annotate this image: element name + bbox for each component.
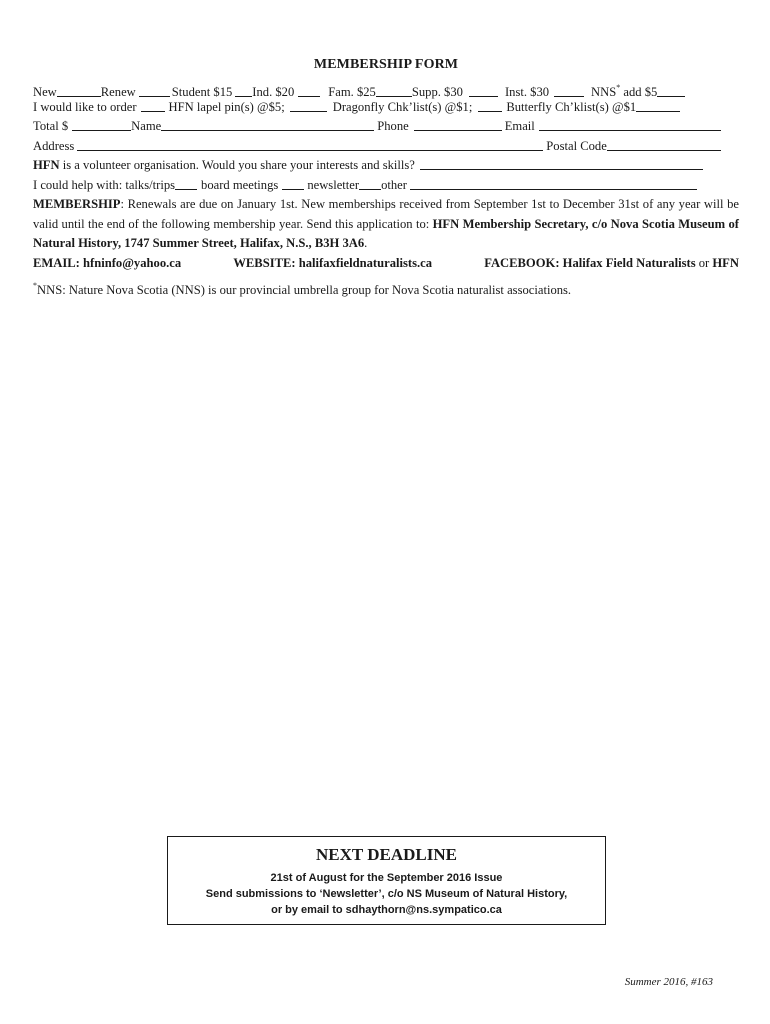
ind-blank[interactable] [298, 84, 320, 97]
address-field[interactable] [77, 138, 543, 151]
dragonfly-blank[interactable] [290, 99, 327, 112]
footnote-label: NNS [37, 283, 63, 297]
new-blank[interactable] [57, 84, 101, 97]
facebook-hfn: HFN [712, 255, 739, 270]
lapel-pin-blank[interactable] [141, 99, 165, 112]
newsletter-blank[interactable] [359, 177, 381, 190]
facebook-contact[interactable] [484, 254, 739, 274]
order-label: I would like to order [33, 99, 137, 114]
deadline-title: NEXT DEADLINE [316, 845, 457, 864]
facebook-or: or [695, 255, 713, 270]
other-field[interactable] [410, 177, 697, 190]
butterfly-blank[interactable] [478, 99, 502, 112]
contacts-row [33, 254, 739, 274]
nns-blank[interactable] [657, 84, 685, 97]
membership-form [33, 57, 739, 299]
deadline-submission: Send submissions to ‘Newsletter’, c/o NS Museum of Natural History, [205, 888, 568, 900]
footnote-mark: * [33, 281, 37, 290]
membership-end: . [364, 236, 368, 250]
address-row [33, 137, 739, 157]
lapel-pin-label: HFN lapel pin(s) @$5; [168, 99, 285, 114]
nns-add-label: add $5 [620, 85, 658, 99]
student-blank[interactable] [235, 84, 252, 97]
total-label: Total $ [33, 119, 69, 133]
board-label: board meetings [201, 177, 279, 192]
issue-footer: Summer 2016, #163 [624, 976, 713, 988]
contact-row [33, 117, 739, 137]
facebook-label: FACEBOOK: Halifax Field Naturalists [484, 255, 696, 270]
nns-footnote [33, 277, 739, 299]
address-label: Address [33, 138, 75, 153]
new-label: New [33, 85, 57, 99]
membership-label: MEMBERSHIP [33, 197, 121, 211]
help-label: I could help with: talks/trips [33, 177, 176, 192]
help-row [33, 176, 739, 196]
inst-label: Inst. $30 [504, 85, 550, 99]
footnote-text: : Nature Nova Scotia (NNS) is our provincial umbrella group for Nova Scotia naturalist associations. [62, 283, 572, 297]
nns-label: NNS [591, 85, 617, 99]
next-deadline-box [167, 836, 606, 925]
membership-type-row [33, 78, 739, 98]
renew-label: Renew [100, 85, 136, 99]
other-label: other [381, 177, 407, 192]
dragonfly-label: Dragonfly Chk’list(s) @$1; [332, 99, 473, 114]
email-field[interactable] [539, 118, 721, 131]
butterfly-label: Butterfly Ch’klist(s) @$1 [506, 99, 637, 114]
student-label: Student $15 [171, 85, 233, 99]
renew-blank[interactable] [139, 84, 170, 97]
membership-address: HFN Membership Secretary, c/o Nova Scotia Museum of Natural History, 1747 Summer Street, Halifax, N.S., B3H 3A6 [33, 216, 739, 250]
name-field[interactable] [161, 118, 374, 131]
phone-field[interactable] [414, 118, 502, 131]
supp-label: Supp. $30 [411, 85, 463, 99]
interests-question: is a volunteer organisation. Would you share your interests and skills? [59, 158, 415, 172]
email-contact[interactable]: EMAIL: hfninfo@yahoo.ca [33, 255, 182, 270]
fam-blank[interactable] [376, 84, 412, 97]
board-meetings-blank[interactable] [282, 177, 304, 190]
interests-row [33, 156, 739, 176]
newsletter-label: newsletter [307, 177, 360, 192]
hfn-label: HFN [33, 158, 60, 172]
nns-footnote-mark: * [616, 83, 621, 92]
talks-trips-blank[interactable] [175, 177, 197, 190]
postal-code-label: Postal Code [546, 138, 607, 153]
butterfly-total-blank[interactable] [636, 99, 680, 112]
membership-paragraph [33, 195, 739, 254]
inst-blank[interactable] [554, 84, 584, 97]
interests-field[interactable] [420, 157, 703, 170]
form-title: MEMBERSHIP FORM [313, 57, 459, 72]
phone-label: Phone [377, 119, 409, 133]
postal-code-field[interactable] [607, 138, 721, 151]
ind-label: Ind. $20 [252, 85, 295, 99]
email-label: Email [504, 119, 535, 133]
deadline-email: or by email to sdhaythorn@ns.sympatico.ca [271, 904, 502, 916]
membership-text: : Renewals are due on January 1st. New memberships received from September 1st to December 31st of any year will be valid until the end of the following membership year. Send this application to: [33, 197, 739, 231]
supp-blank[interactable] [469, 84, 498, 97]
total-field[interactable] [72, 118, 131, 131]
name-label: Name [131, 119, 162, 133]
deadline-date: 21st of August for the September 2016 Issue [270, 872, 503, 884]
website-contact[interactable]: WEBSITE: halifaxfieldnaturalists.ca [233, 255, 433, 270]
order-row [33, 98, 739, 118]
fam-label: Fam. $25 [328, 85, 376, 99]
